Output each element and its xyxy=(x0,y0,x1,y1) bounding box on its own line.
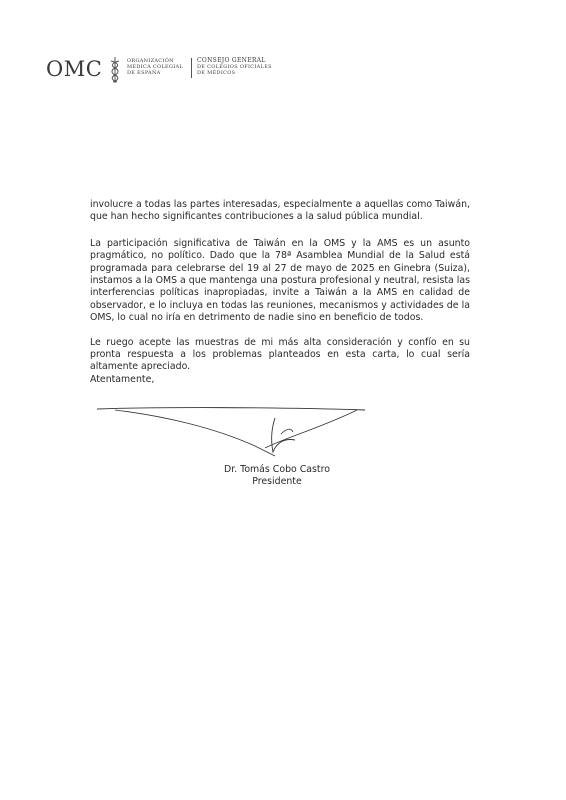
paragraph: involucre a todas las partes interesadas, especialmente a aquellas como Taiwán, que han hecho significantes contribuciones a la salud pública mundial. xyxy=(90,199,470,223)
org-name-right xyxy=(197,58,272,76)
omc-logo: OMC xyxy=(46,57,103,81)
letter-body xyxy=(90,199,470,386)
org-right-line: DE MÉDICOS xyxy=(197,70,236,76)
paragraph: La participación significativa de Taiwán en la OMS y la AMS es un asunto pragmático, no político. Dado que la 78ª Asamblea Mundial de la Salud está programada para celebrarse del 19 al 27 de mayo de 2025 en Ginebra (Suiza), instamos a la OMS a que mantenga una postura profesional y neutral, resista las interferencias políticas inapropiadas, invite a Taiwán a la AMS en calidad de observador, e lo incluya en todas las reuniones, mecanismos y actividades de la OMS, lo cual no iría en detrimento de nadie sino en beneficio de todos. xyxy=(90,237,471,324)
paragraph: Le ruego acepte las muestras de mi más alta consideración y confío en su pronta respuesta a los problemas planteados en esta carta, lo cual sería altamente apreciado. xyxy=(90,336,470,373)
handwritten-signature xyxy=(95,398,375,468)
signer-block xyxy=(220,464,334,488)
org-right-line: DE COLEGIOS OFICIALES xyxy=(197,64,272,70)
signer-title: Presidente xyxy=(252,476,302,487)
org-right-line: CONSEJO GENERAL xyxy=(197,57,266,64)
caduceus-icon xyxy=(105,55,125,85)
org-name-left xyxy=(127,58,183,76)
org-left-line: ORGANIZACIÓN xyxy=(127,58,174,64)
org-left-line: MÉDICA COLEGIAL xyxy=(127,64,184,70)
org-left-line: DE ESPAÑA xyxy=(127,70,161,76)
letterhead-divider xyxy=(191,58,192,78)
signer-name: Dr. Tomás Cobo Castro xyxy=(224,464,330,475)
closing: Atentamente, xyxy=(90,374,155,385)
